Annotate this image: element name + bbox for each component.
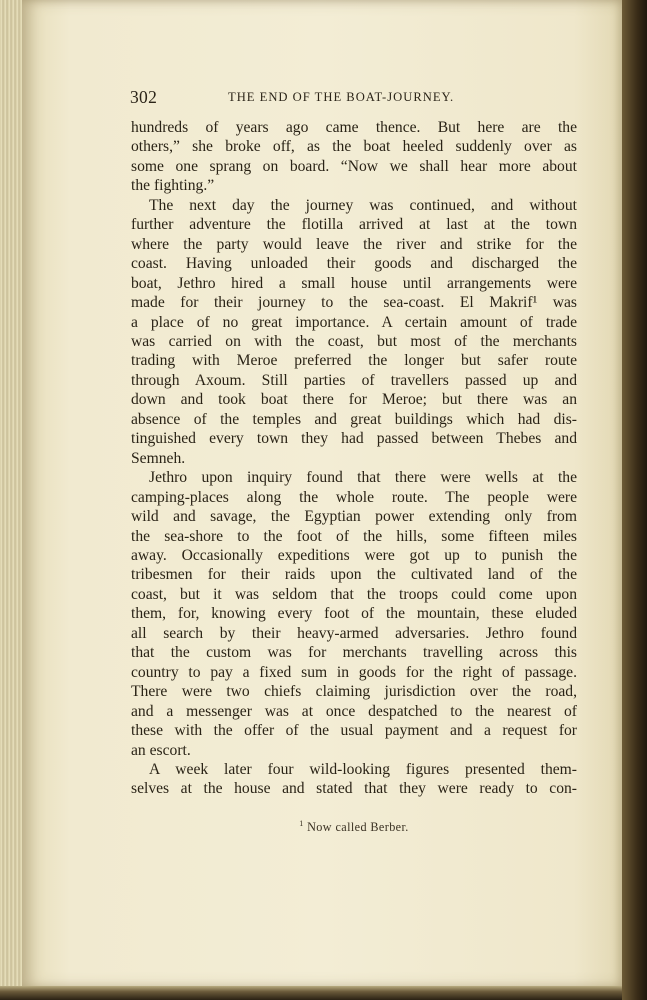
text-line: was carried on with the coast, but most of the merchants: [131, 332, 577, 350]
running-head: THE END OF THE BOAT-JOURNEY.: [228, 90, 455, 104]
page-header: [130, 87, 578, 109]
text-line: the fighting.”: [131, 177, 215, 195]
text-line: boat, Jethro hired a small house until arrangements were: [131, 274, 577, 292]
text-line: a place of no great importance. A certain amount of trade: [131, 313, 577, 331]
footnote-marker: 1: [299, 819, 304, 828]
text-line: A week later four wild-looking figures presented them-: [149, 760, 577, 778]
text-line: country to pay a fixed sum in goods for the right of passage.: [131, 663, 577, 681]
text-line: Semneh.: [131, 449, 186, 467]
text-line: Jethro upon inquiry found that there were wells at the: [149, 469, 577, 487]
text-line: others,” she broke off, as the boat heeled suddenly over as: [131, 138, 577, 156]
page-number: 302: [130, 87, 158, 107]
text-line: There were two chiefs claiming jurisdiction over the road,: [131, 683, 577, 701]
text-line: camping-places along the whole route. The people were: [131, 488, 577, 506]
bottom-edge: [0, 986, 622, 1000]
text-line: that the custom was for merchants travelling across this: [131, 644, 577, 662]
text-line: wild and savage, the Egyptian power extending only from: [131, 508, 577, 526]
book-spine: [622, 0, 647, 1000]
text-line: all search by their heavy-armed adversaries. Jethro found: [131, 624, 577, 642]
footnote-text: Now called Berber.: [307, 820, 409, 835]
text-line: absence of the temples and great buildings which had dis-: [131, 410, 577, 428]
text-line: away. Occasionally expeditions were got up to punish the: [131, 546, 577, 564]
footnote: [131, 819, 577, 835]
body-text: [131, 118, 577, 799]
text-line: tribesmen for their raids upon the cultivated land of the: [131, 566, 577, 584]
text-line: coast. Having unloaded their goods and discharged the: [131, 255, 577, 273]
text-line: down and took boat there for Meroe; but there was an: [131, 391, 577, 409]
text-line: hundreds of years ago came thence. But here are the: [131, 119, 577, 136]
text-line: trading with Meroe preferred the longer but safer route: [131, 352, 577, 370]
text-line: The next day the journey was continued, and without: [149, 196, 577, 214]
text-line: where the party would leave the river and strike for the: [131, 235, 577, 253]
text-line: through Axoum. Still parties of travellers passed up and: [131, 371, 577, 389]
text-line: the sea-shore to the foot of the hills, some fifteen miles: [131, 527, 577, 545]
text-line: made for their journey to the sea-coast. El Makrif¹ was: [131, 294, 577, 312]
text-line: selves at the house and stated that they were ready to con-: [131, 780, 577, 798]
text-line: and a messenger was at once despatched to the nearest of: [131, 702, 577, 720]
text-line: some one sprang on board. “Now we shall hear more about: [131, 157, 577, 175]
text-line: these with the offer of the usual payment and a request for: [131, 722, 577, 740]
page-edges: [0, 0, 24, 1000]
text-line: tinguished every town they had passed between Thebes and: [131, 430, 577, 448]
text-line: them, for, knowing every foot of the mountain, these eluded: [131, 605, 577, 623]
text-line: coast, but it was seldom that the troops could come upon: [131, 585, 577, 603]
text-line: an escort.: [131, 741, 191, 759]
text-line: further adventure the flotilla arrived at last at the town: [131, 216, 577, 234]
